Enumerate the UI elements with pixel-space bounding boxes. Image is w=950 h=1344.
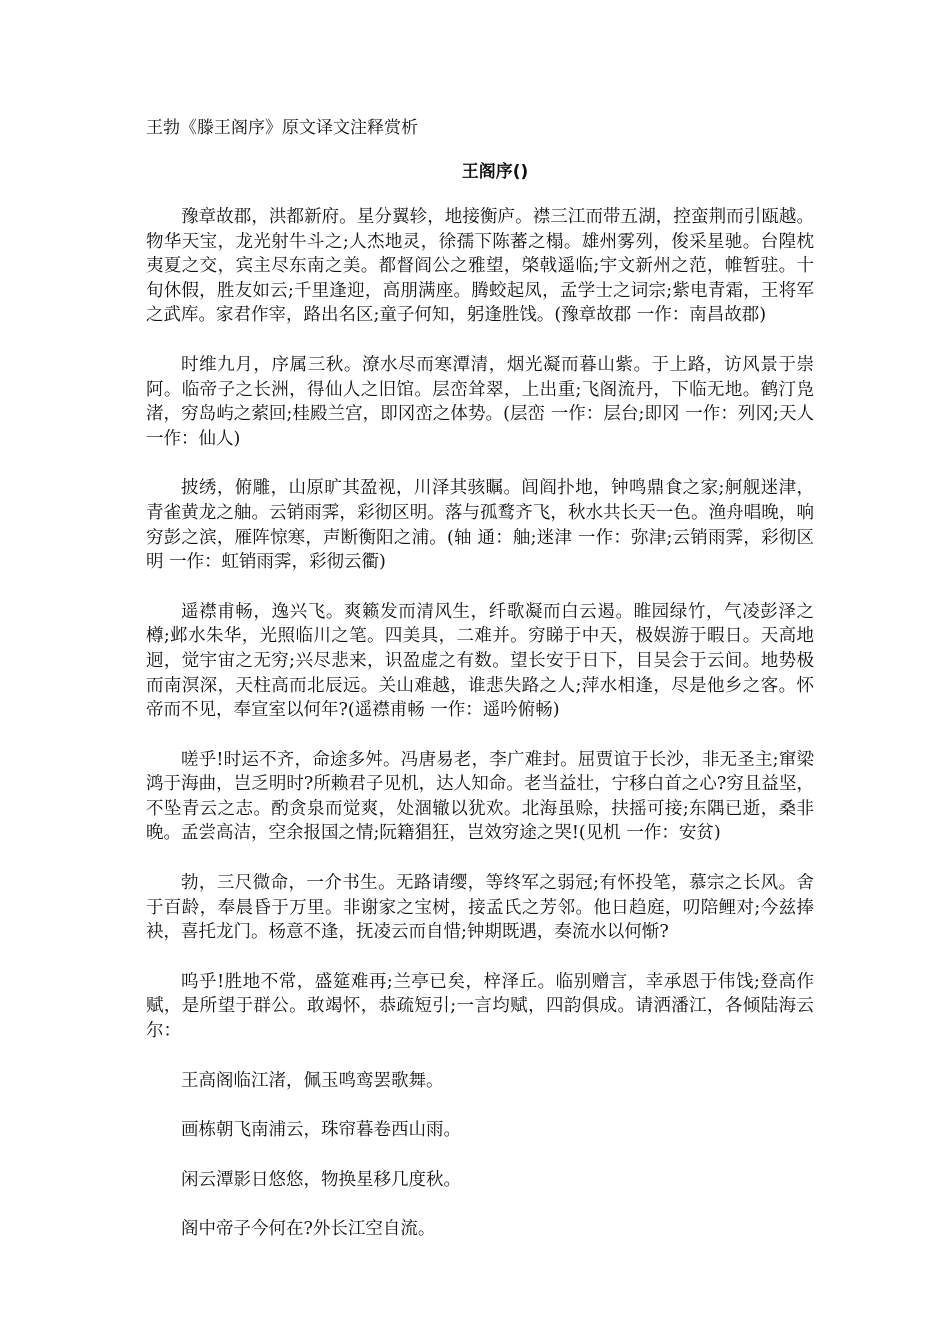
document-heading: 王勃《滕王阁序》原文译文注释赏析 — [146, 118, 418, 138]
poem-line-4: 阁中帝子今何在?外长江空自流。 — [181, 1219, 436, 1240]
paragraph-7: 呜乎!胜地不常，盛筵难再;兰亭已矣，梓泽丘。临别赠言，幸承恩于伟饯;登高作赋，是所望于群公。敢竭怀，恭疏短引;一言均赋，四韵俱成。请洒潘江，各倾陆海云尔： — [146, 971, 814, 1042]
document-title: 王阁序() — [461, 162, 529, 182]
paragraph-4: 遥襟甫畅，逸兴飞。爽籁发而清风生，纤歌凝而白云遏。睢园绿竹，气凌彭泽之樽;邺水朱华，光照临川之笔。四美具，二难并。穷睇于中天，极娱游于暇日。天高地迥，觉宇宙之无穷;兴尽悲来，识盈虚之有数。望长安于日下，目吴会于云间。地势极而南溟深，天柱高而北辰远。关山难越，谁悲失路之人;萍水相逢，尽是他乡之客。怀帝而不见，奉宣室以何年?(遥襟甫畅 一作：遥吟俯畅) — [146, 601, 814, 721]
paragraph-1: 豫章故郡，洪都新府。星分翼轸，地接衡庐。襟三江而带五湖，控蛮荆而引瓯越。物华天宝，龙光射牛斗之;人杰地灵，徐孺下陈蕃之榻。雄州雾列，俊采星驰。台隍枕夷夏之交，宾主尽东南之美。都督阎公之雅望，棨戟遥临;宇文新州之范，帷暂驻。十旬休假，胜友如云;千里逢迎，高朋满座。腾蛟起凤，孟学士之词宗;紫电青霜，王将军之武库。家君作宰，路出名区;童子何知，躬逢胜饯。(豫章故郡 一作：南昌故郡) — [146, 207, 814, 326]
poem-line-1: 王高阁临江渚，佩玉鸣鸾罢歌舞。 — [181, 1070, 444, 1091]
document-body — [146, 205, 814, 1267]
paragraph-6: 勃，三尺微命，一介书生。无路请缨，等终军之弱冠;有怀投笔，慕宗之长风。舍于百龄，奉晨昏于万里。非谢家之宝树，接孟氏之芳邻。他日趋庭，叨陪鲤对;今兹捧袂，喜托龙门。杨意不逢，抚凌云而自惜;钟期既遇，奏流水以何惭? — [146, 873, 814, 943]
paragraph-5: 嗟乎!时运不齐，命途多舛。冯唐易老，李广难封。屈贾谊于长沙，非无圣主;窜梁鸿于海曲，岂乏明时?所赖君子见机，达人知命。老当益壮，宁移白首之心?穷且益坚，不坠青云之志。酌贪泉而觉爽，处涸辙以犹欢。北海虽赊，扶摇可接;东隅已逝，桑非晚。孟尝高洁，空余报国之情;阮籍猖狂，岂效穷途之哭!(见机 一作：安贫) — [146, 749, 814, 844]
poem-line-3: 闲云潭影日悠悠，物换星移几度秋。 — [181, 1169, 461, 1190]
paragraph-2: 时维九月，序属三秋。潦水尽而寒潭清，烟光凝而暮山紫。于上路，访风景于崇阿。临帝子之长洲，得仙人之旧馆。层峦耸翠，上出重;飞阁流丹，下临无地。鹤汀凫渚，穷岛屿之萦回;桂殿兰宫，即冈峦之体势。(层峦 一作：层台;即冈 一作：列冈;天人 一作：仙人) — [146, 354, 814, 449]
paragraph-3: 披绣，俯雕，山原旷其盈视，川泽其骇瞩。闾阎扑地，钟鸣鼎食之家;舸舰迷津，青雀黄龙之舳。云销雨霁，彩彻区明。落与孤鹜齐飞，秋水共长天一色。渔舟唱晚，响穷彭之滨，雁阵惊寒，声断衡阳之浦。(轴 通：舳;迷津 一作：弥津;云销雨霁，彩彻区明 一作：虹销雨霁，彩彻云衢) — [146, 478, 814, 573]
poem-line-2: 画栋朝飞南浦云，珠帘暮卷西山雨。 — [181, 1120, 461, 1141]
